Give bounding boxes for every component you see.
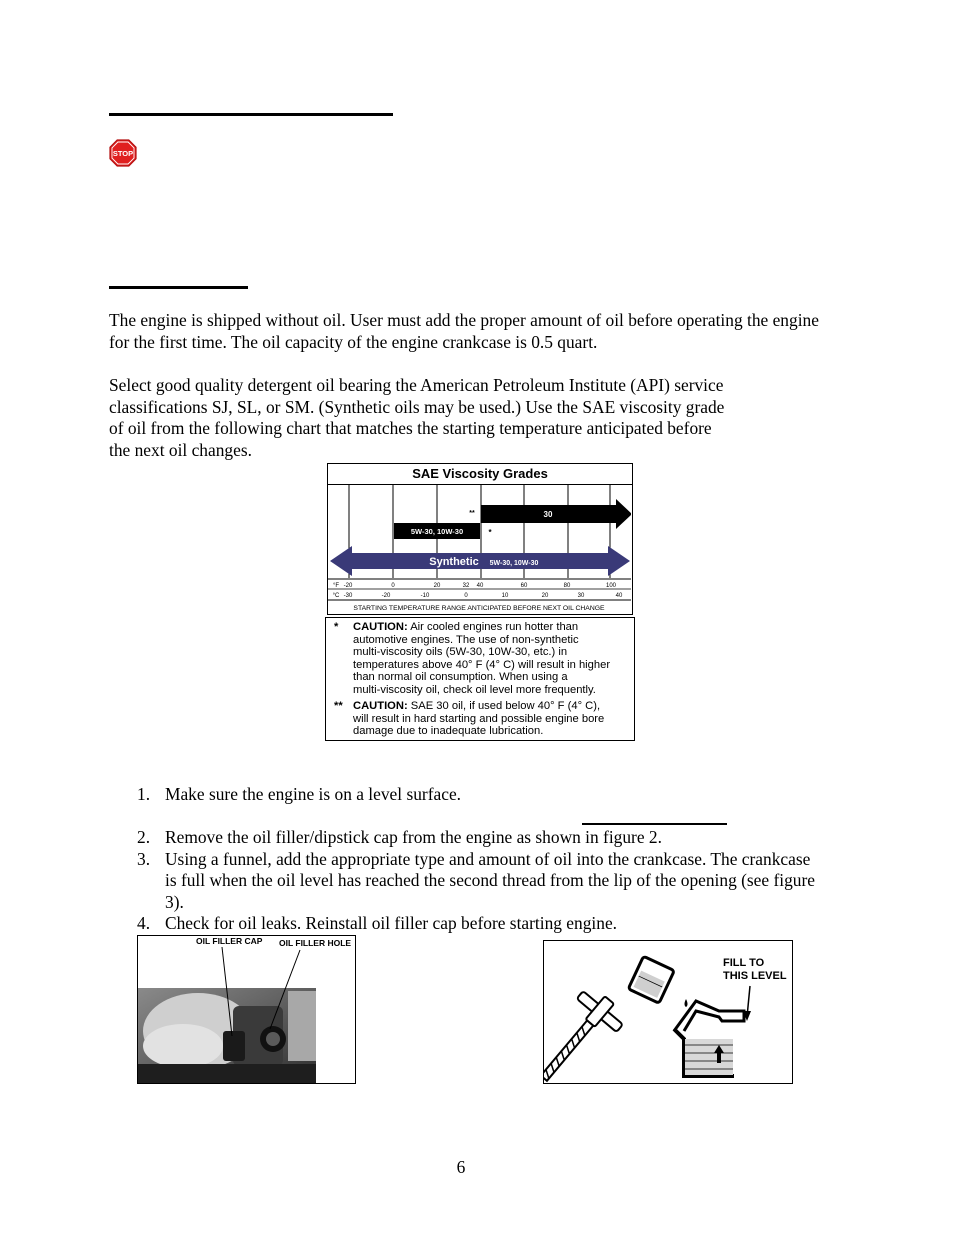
section-heading-rule-2 — [109, 286, 248, 289]
intro-paragraph-2 — [109, 375, 829, 461]
caution-box — [325, 617, 635, 741]
page-number: 6 — [456, 1157, 466, 1177]
caution-line: multi-viscosity oils (5W-30, 10W-30, etc.) in — [353, 646, 568, 659]
viscosity-chart — [327, 463, 633, 615]
f-tick: 60 — [520, 583, 528, 589]
dipstick-icon — [544, 983, 629, 1084]
fill-level-label: FILL TO THIS LEVEL — [723, 957, 787, 982]
caution-mark: * — [334, 621, 339, 633]
oil-filler-hole-label: OIL FILLER HOLE — [279, 938, 352, 948]
f-tick: 40 — [476, 583, 484, 589]
f-tick: -20 — [343, 583, 353, 589]
caution-line: multi-viscosity oil, check oil level more frequently. — [353, 683, 596, 696]
f-tick: 80 — [563, 583, 571, 589]
viscosity-chart-title: SAE Viscosity Grades — [328, 464, 632, 485]
c-tick: 30 — [577, 593, 585, 599]
sub-heading-rule — [582, 823, 727, 825]
figure-2-oil-filler — [137, 935, 356, 1084]
caution-line: temperatures above 40° F (4° C) will result in higher — [353, 658, 611, 671]
step-item: 2. Remove the oil filler/dipstick cap from the engine as shown in figure 2. — [137, 827, 662, 847]
svg-text:STOP: STOP — [112, 149, 134, 158]
c-tick: 20 — [541, 593, 549, 599]
caution-heading: CAUTION: — [353, 700, 408, 712]
figure-3-fill-level — [543, 940, 793, 1084]
caution-heading: CAUTION: — [353, 621, 408, 633]
synthetic-grades-label: 5W-30, 10W-30 — [489, 560, 539, 567]
c-tick: 10 — [501, 593, 509, 599]
synthetic-label: Synthetic — [429, 556, 479, 568]
caution-note-1 — [334, 621, 628, 701]
caution-mark: ** — [334, 700, 343, 712]
c-tick: -30 — [343, 593, 353, 599]
marker-single: * — [488, 528, 492, 537]
c-tick: 0 — [464, 593, 468, 599]
f-tick: 100 — [605, 583, 617, 589]
c-tick: 40 — [615, 593, 623, 599]
caution-line: than normal oil consumption. When using a — [353, 671, 568, 684]
f-tick: 0 — [391, 583, 395, 589]
step-item: 1. Make sure the engine is on a level surface. — [137, 784, 462, 804]
step-item: 3. Using a funnel, add the appropriate type and amount of oil into the crankcase. The crankcase is full when the oil level has reached the second thread from the lip of the opening (see figure 3). — [137, 848, 815, 912]
c-tick: -10 — [420, 593, 430, 599]
intro-line: classifications SJ, SL, or SM. (Synthetic oils may be used.) Use the SAE viscosity grade — [109, 396, 725, 417]
grade-30-label: 30 — [543, 510, 553, 519]
oil-container-icon — [628, 956, 674, 1003]
stop-sign-icon — [109, 139, 137, 167]
oil-filler-cap-label: OIL FILLER CAP — [196, 936, 263, 946]
marker-double: ** — [469, 510, 475, 517]
section-heading-rule-1 — [109, 113, 393, 116]
caution-line: automotive engines. The use of non-synthetic — [353, 633, 579, 646]
oil-fill-steps — [137, 784, 817, 935]
f-tick: 32 — [462, 583, 470, 589]
intro-paragraph-1: The engine is shipped without oil. User must add the proper amount of oil before operating the engine for the first time. The oil capacity of the engine crankcase is 0.5 quart. — [109, 310, 819, 352]
intro-line: Select good quality detergent oil bearing the American Petroleum Institute (API) service — [109, 375, 724, 395]
viscosity-chart-graphic — [328, 484, 631, 614]
f-tick: 20 — [433, 583, 441, 589]
grade-multi-label: 5W-30, 10W-30 — [410, 527, 464, 536]
dipstick-fill-diagram — [544, 941, 793, 1084]
f-unit: °F — [332, 583, 340, 589]
intro-line: of oil from the following chart that matches the starting temperature anticipated before — [109, 418, 712, 438]
c-unit: °C — [332, 593, 340, 599]
caution-line: CAUTION: Air cooled engines run hotter than — [353, 621, 579, 633]
step-item: 4. Check for oil leaks. Reinstall oil filler cap before starting engine. — [137, 913, 618, 933]
intro-line: the next oil changes. — [109, 439, 252, 460]
c-tick: -20 — [381, 593, 391, 599]
engine-photo-icon — [138, 936, 356, 1084]
caution-note-2 — [334, 700, 628, 740]
caution-line: will result in hard starting and possible engine bore — [353, 712, 605, 725]
caution-line: damage due to inadequate lubrication. — [353, 725, 544, 738]
chart-footer: STARTING TEMPERATURE RANGE ANTICIPATED BEFORE NEXT OIL CHANGE — [353, 605, 605, 612]
caution-line: CAUTION: SAE 30 oil, if used below 40° F (4° C), — [353, 700, 601, 712]
